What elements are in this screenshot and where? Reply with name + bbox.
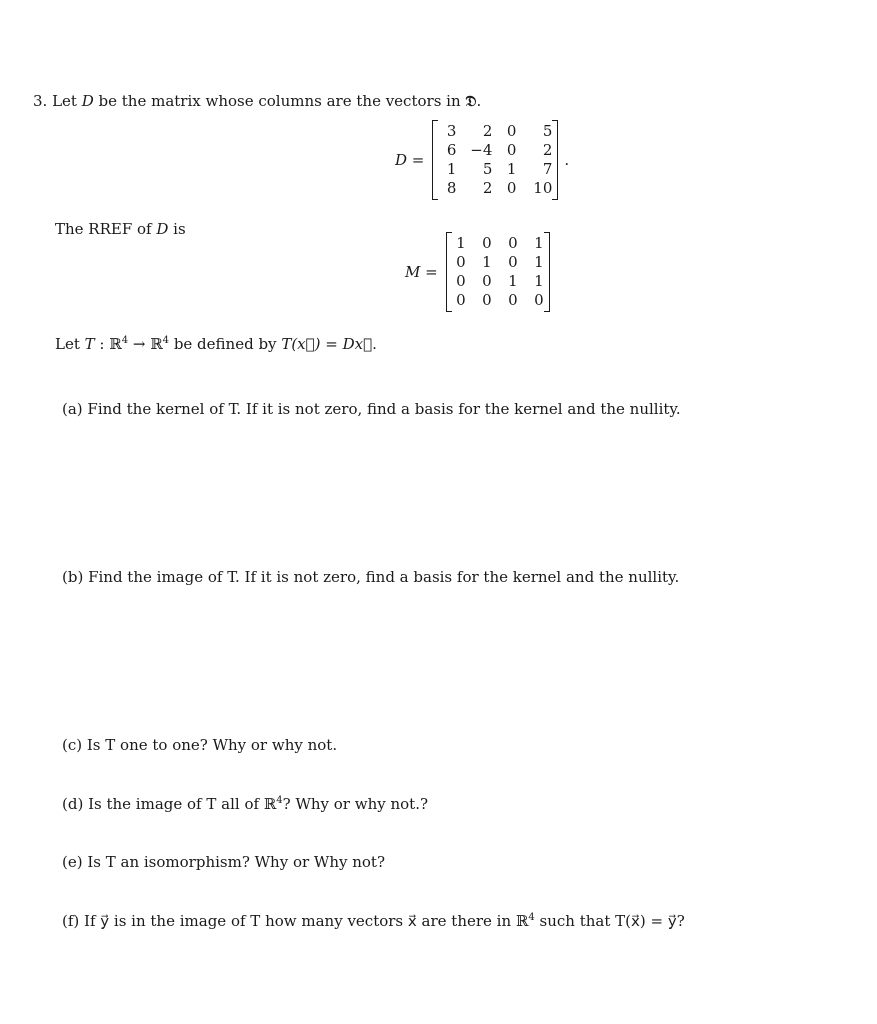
matrix-m-label: M = xyxy=(405,263,438,281)
part-a: (a) Find the kernel of T. If it is not zero, find a basis for the kernel and the nullity. xyxy=(62,400,681,418)
matrix-row xyxy=(452,272,544,291)
matrix-cell: 1 xyxy=(456,234,466,252)
matrix-d-body xyxy=(432,122,558,198)
matrix-cell: 2 xyxy=(482,122,493,140)
matrix-cell: 5 xyxy=(542,122,553,140)
rref-text: The RREF of D is xyxy=(55,220,186,238)
matrix-cell: 0 xyxy=(508,291,518,309)
matrix-cell: 1 xyxy=(534,234,544,252)
matrix-cell: 7 xyxy=(542,160,553,178)
problem-number: 3. xyxy=(33,92,48,110)
matrix-cell: 0 xyxy=(456,272,466,290)
matrix-row xyxy=(452,291,544,310)
matrix-cell: 5 xyxy=(482,160,493,178)
problem-intro: 3. Let D be the matrix whose columns are the vectors in 𝔇. xyxy=(33,92,482,110)
part-f: (f) If y⃗ is in the image of T how many vectors x⃗ are there in ℝ$^4$ such that T(x⃗) = y⃗? xyxy=(62,912,685,930)
matrix-cell: 3 xyxy=(446,122,457,140)
matrix-cell: 2 xyxy=(482,179,493,197)
matrix-cell: 1 xyxy=(534,253,544,271)
matrix-row xyxy=(452,253,544,272)
matrix-cell: 1 xyxy=(506,160,517,178)
matrix-cell: 1 xyxy=(482,253,492,271)
matrix-cell: 10 xyxy=(533,179,553,197)
matrix-row xyxy=(452,234,544,253)
part-d: (d) Is the image of T all of ℝ$^4$? Why or why not.? xyxy=(62,795,429,813)
matrix-cell: 0 xyxy=(506,141,517,159)
matrix-cell: 0 xyxy=(534,291,544,309)
matrix-cell: 0 xyxy=(508,234,518,252)
matrix-cell: 8 xyxy=(446,179,457,197)
part-c: (c) Is T one to one? Why or why not. xyxy=(62,736,338,754)
matrix-cell: 2 xyxy=(542,141,553,159)
matrix-cell: 1 xyxy=(446,160,457,178)
matrix-row xyxy=(438,179,552,198)
matrix-cell: 0 xyxy=(482,291,492,309)
matrix-m-body xyxy=(446,234,550,310)
matrix-row xyxy=(438,141,552,160)
matrix-d xyxy=(395,122,569,198)
matrix-cell: 0 xyxy=(508,253,518,271)
matrix-cell: 0 xyxy=(456,253,466,271)
matrix-row xyxy=(438,122,552,141)
matrix-d-label: D = xyxy=(395,151,425,169)
matrix-cell: 0 xyxy=(482,234,492,252)
matrix-cell: 0 xyxy=(506,122,517,140)
matrix-row xyxy=(438,160,552,179)
definition-text: Let T : ℝ$^4$ → ℝ$^4$ be defined by T(x⃗) = Dx⃗. xyxy=(55,335,377,353)
matrix-cell: −4 xyxy=(470,141,493,159)
part-b: (b) Find the image of T. If it is not zero, find a basis for the kernel and the nullity. xyxy=(62,568,680,586)
matrix-cell: 0 xyxy=(456,291,466,309)
matrix-m xyxy=(405,234,550,310)
matrix-cell: 6 xyxy=(446,141,457,159)
matrix-cell: 1 xyxy=(508,272,518,290)
matrix-cell: 0 xyxy=(506,179,517,197)
matrix-cell: 0 xyxy=(482,272,492,290)
matrix-d-trailing: . xyxy=(564,151,570,169)
matrix-cell: 1 xyxy=(534,272,544,290)
part-e: (e) Is T an isomorphism? Why or Why not? xyxy=(62,853,385,871)
